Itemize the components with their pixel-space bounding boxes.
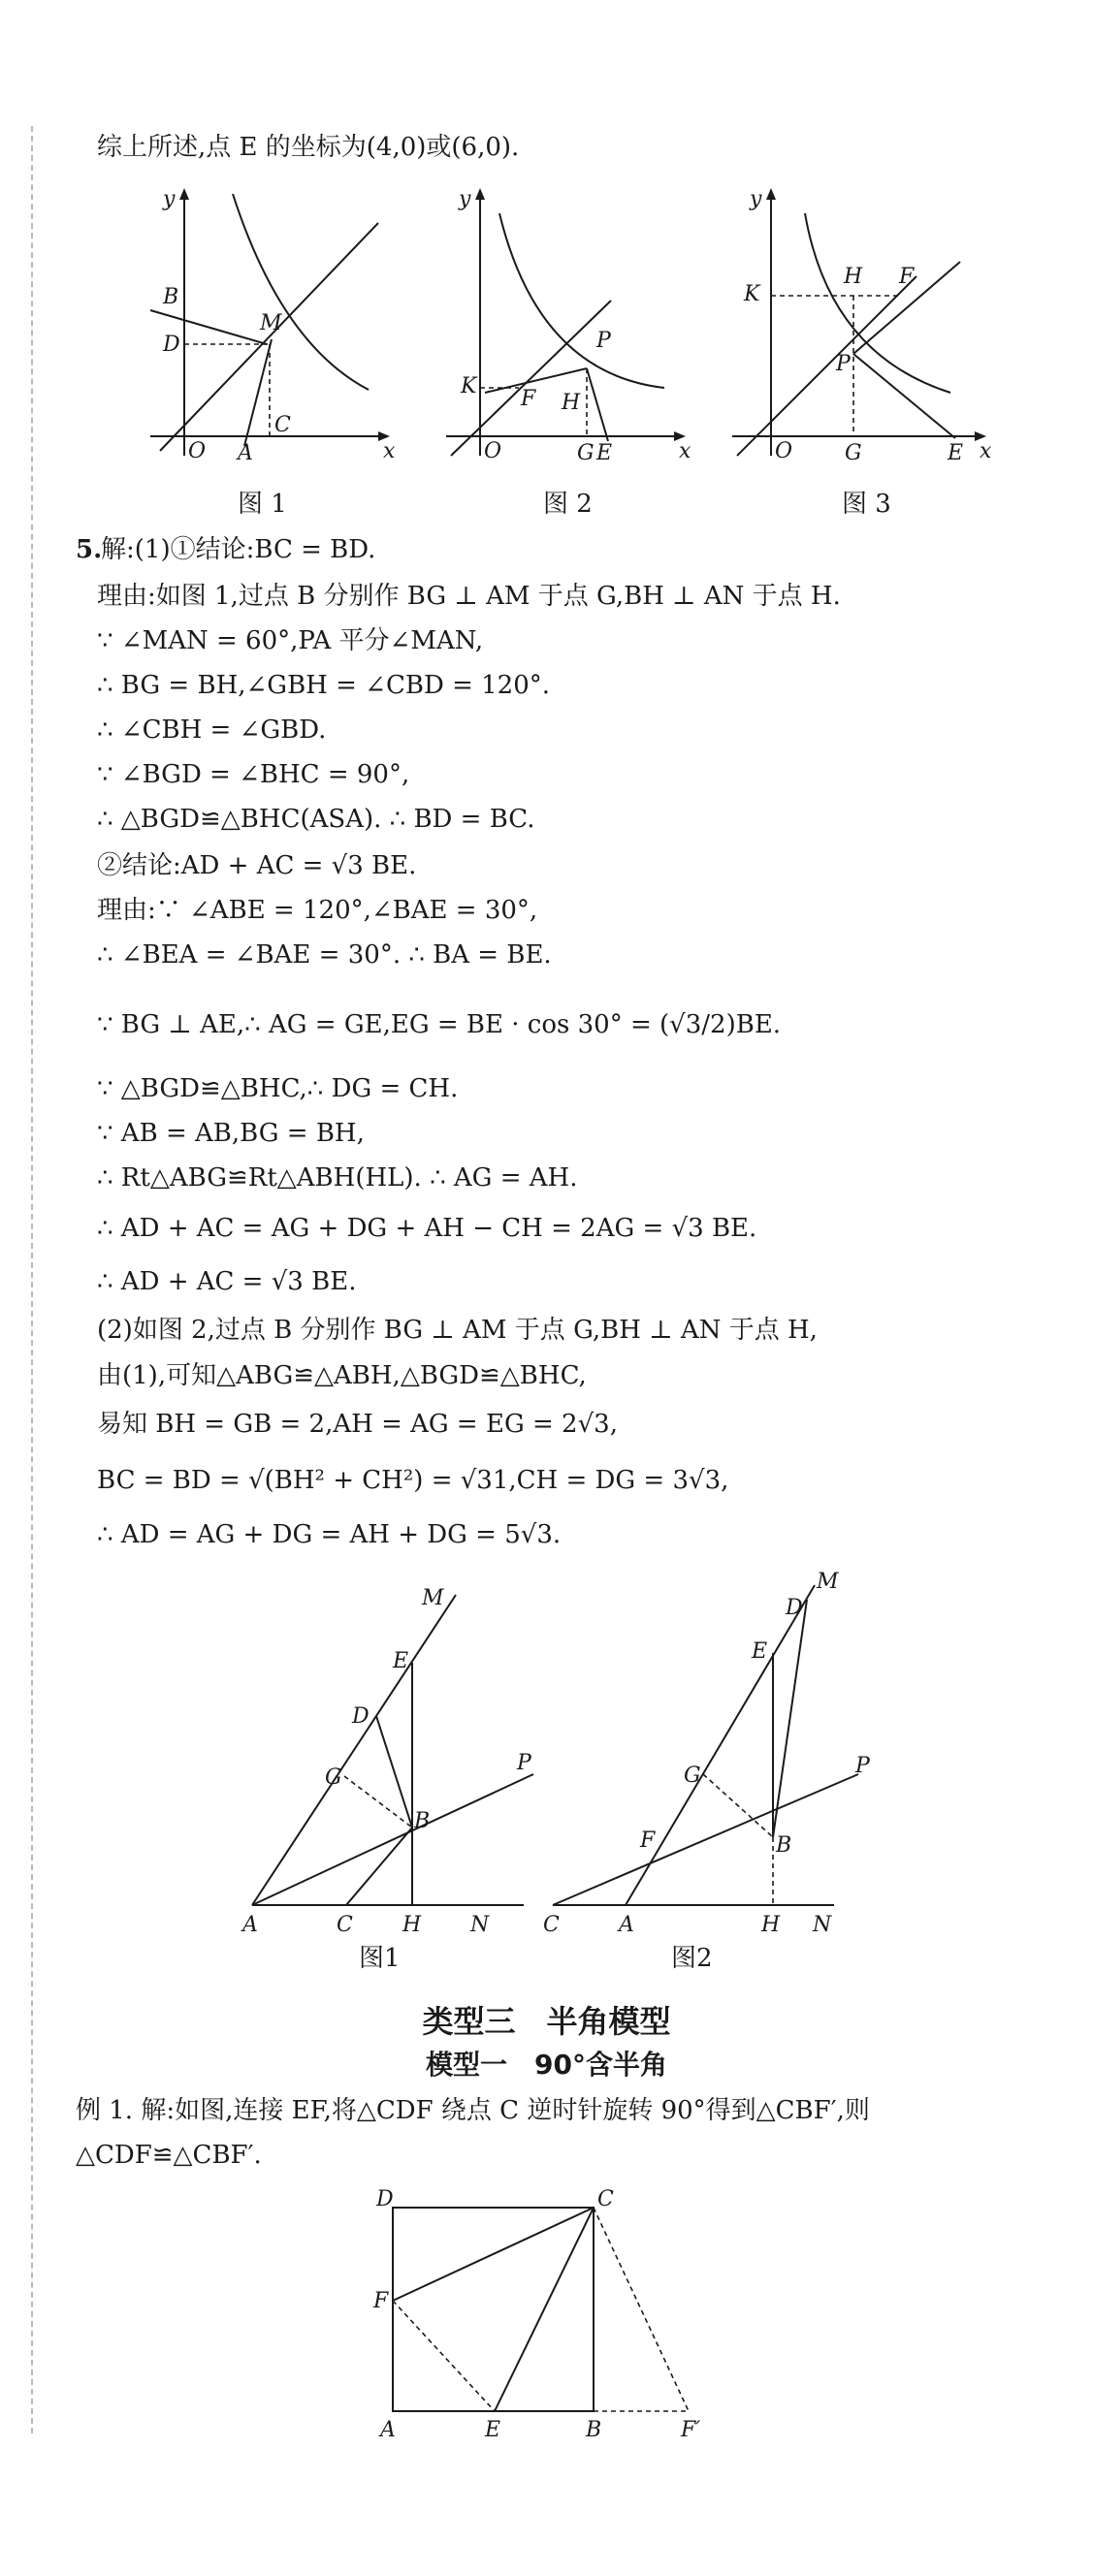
fig2-label-p: P xyxy=(596,329,611,353)
top-caption-1: 图 1 xyxy=(238,490,287,519)
p5-line-7: ②结论:AD + AC = √3 BE. xyxy=(97,851,417,880)
line-kp xyxy=(485,368,587,393)
mfig1-label-n: N xyxy=(470,1913,490,1937)
p5-line-4: ∴ ∠CBH = ∠GBD. xyxy=(97,716,327,745)
p5-line-8: 理由:∵ ∠ABE = 120°,∠BAE = 30°, xyxy=(97,896,538,925)
problem5-head: 解:(1)①结论:BC = BD. xyxy=(101,535,376,564)
p5-line-9: ∴ ∠BEA = ∠BAE = 30°. ∴ BA = BE. xyxy=(97,940,552,970)
dash-cf-prime xyxy=(594,2208,689,2411)
mfig1-label-p: P xyxy=(517,1751,531,1775)
fig3-label-e: E xyxy=(948,441,964,465)
line-db xyxy=(376,1716,412,1828)
fig1-label-y: y xyxy=(163,187,176,211)
p5-line-18: 易知 BH = GB = 2,AH = AG = EG = 2√3, xyxy=(97,1410,618,1439)
ex1-label-f: F xyxy=(373,2289,389,2313)
line-ma xyxy=(244,339,272,446)
fig2-label-y: y xyxy=(459,187,471,211)
line-cp xyxy=(553,1774,858,1905)
mid-caption-1: 图1 xyxy=(359,1944,401,1973)
top-caption-3: 图 3 xyxy=(842,490,891,519)
fig2-label-x: x xyxy=(679,439,691,463)
ex1-label-f-prime: F′ xyxy=(681,2418,701,2442)
top-figure-1 xyxy=(136,184,417,475)
line-pe xyxy=(587,368,608,441)
mfig2-label-d: D xyxy=(786,1596,803,1620)
mid-caption-2: 图2 xyxy=(671,1944,713,1973)
mfig1-label-e: E xyxy=(393,1649,409,1673)
line-pe2 xyxy=(853,354,955,438)
fig2-label-f: F xyxy=(521,387,536,411)
mfig2-label-n: N xyxy=(813,1913,832,1937)
fig1-label-x: x xyxy=(383,439,396,463)
mfig2-label-b: B xyxy=(776,1833,792,1858)
fig3-label-k: K xyxy=(744,282,760,306)
mfig2-label-a: A xyxy=(619,1913,634,1937)
example1-figure xyxy=(369,2186,718,2442)
p5-line-20: ∴ AD = AG + DG = AH + DG = 5√3. xyxy=(97,1520,562,1549)
mid-figure-2 xyxy=(543,1561,892,1937)
dash-fe xyxy=(393,2301,495,2411)
fig3-label-f: F xyxy=(899,265,915,289)
fig1-label-b: B xyxy=(163,285,179,309)
line-db xyxy=(773,1600,807,1837)
mid-figure-1 xyxy=(238,1571,558,1937)
fig3-label-o: O xyxy=(775,439,793,463)
intro-line: 综上所述,点 E 的坐标为(4,0)或(6,0). xyxy=(97,133,520,162)
ex1-label-a: A xyxy=(380,2418,396,2442)
fig2-label-k: K xyxy=(461,374,477,398)
top-figure-2 xyxy=(432,184,713,475)
line-fc xyxy=(393,2208,594,2301)
fig3-label-x: x xyxy=(980,439,992,463)
p5-line-6: ∴ △BGD≌△BHC(ASA). ∴ BD = BC. xyxy=(97,805,535,834)
example1-line-1: 例 1. 解:如图,连接 EF,将△CDF 绕点 C 逆时针旋转 90°得到△CBF′,则 xyxy=(76,2096,870,2125)
dash-gb xyxy=(344,1776,412,1828)
problem5-number: 5. xyxy=(76,535,103,564)
y-arrow xyxy=(475,188,485,200)
mfig1-label-d: D xyxy=(352,1704,370,1729)
fig3-label-g: G xyxy=(845,441,862,465)
mfig1-label-m: M xyxy=(422,1586,444,1610)
mfig1-label-h: H xyxy=(402,1913,422,1937)
p5-line-16: (2)如图 2,过点 B 分别作 BG ⊥ AM 于点 G,BH ⊥ AN 于点 H, xyxy=(97,1316,818,1345)
line-cb xyxy=(346,1828,412,1905)
p5-line-1: 理由:如图 1,过点 B 分别作 BG ⊥ AM 于点 G,BH ⊥ AN 于点 H. xyxy=(97,582,841,611)
fig3-label-p: P xyxy=(836,352,851,376)
fig1-label-m: M xyxy=(260,311,282,335)
mfig1-label-g: G xyxy=(325,1765,342,1790)
p5-line-17: 由(1),可知△ABG≌△ABH,△BGD≌△BHC, xyxy=(97,1361,587,1390)
p5-line-5: ∵ ∠BGD = ∠BHC = 90°, xyxy=(97,760,410,789)
top-caption-2: 图 2 xyxy=(543,490,593,519)
mfig2-label-h: H xyxy=(761,1913,781,1937)
mfig2-label-f: F xyxy=(640,1829,656,1853)
p5-line-14: ∴ AD + AC = AG + DG + AH − CH = 2AG = √3 BE. xyxy=(97,1214,757,1243)
mfig2-label-p: P xyxy=(855,1754,870,1778)
fig2-label-h: H xyxy=(562,391,581,415)
fig2-label-o: O xyxy=(484,439,502,463)
mfig2-label-c: C xyxy=(543,1913,560,1937)
fig3-label-y: y xyxy=(750,187,762,211)
top-figure-3 xyxy=(723,184,1013,475)
ex1-label-b: B xyxy=(586,2418,602,2442)
ex1-label-d: D xyxy=(376,2187,394,2211)
p5-line-12: ∵ AB = AB,BG = BH, xyxy=(97,1119,365,1148)
hyperbola xyxy=(233,194,369,390)
mfig2-label-e: E xyxy=(752,1639,768,1664)
p5-line-3: ∴ BG = BH,∠GBH = ∠CBD = 120°. xyxy=(97,671,551,700)
p5-line-11: ∵ △BGD≌△BHC,∴ DG = CH. xyxy=(97,1074,459,1103)
fig3-label-h: H xyxy=(844,265,863,289)
fig1-label-d: D xyxy=(163,333,180,357)
y-arrow xyxy=(179,188,189,200)
ex1-label-c: C xyxy=(597,2187,614,2211)
p5-line-13: ∴ Rt△ABG≌Rt△ABH(HL). ∴ AG = AH. xyxy=(97,1163,578,1193)
p5-line-10: ∵ BG ⊥ AE,∴ AG = GE,EG = BE · cos 30° = (√3/2)BE. xyxy=(97,1010,782,1039)
section-title: 类型三 半角模型 xyxy=(422,2003,671,2040)
mfig2-label-m: M xyxy=(817,1570,839,1594)
dash-gb xyxy=(703,1774,773,1837)
fig2-label-e: E xyxy=(596,441,613,465)
fig1-label-o: O xyxy=(188,439,207,463)
p5-line-15: ∴ AD + AC = √3 BE. xyxy=(97,1267,357,1296)
mfig2-label-g: G xyxy=(684,1764,701,1788)
square-abcd xyxy=(393,2208,594,2411)
section-subtitle: 模型一 90°含半角 xyxy=(426,2049,667,2081)
line-ce xyxy=(495,2208,594,2411)
p5-line-19: BC = BD = √(BH² + CH²) = √31,CH = DG = 3√3, xyxy=(97,1466,729,1495)
fig1-label-a: A xyxy=(238,441,253,465)
line-of xyxy=(737,276,916,456)
fig1-label-c: C xyxy=(274,413,291,437)
mfig1-label-a: A xyxy=(242,1913,258,1937)
hyperbola xyxy=(499,213,664,388)
mfig1-label-b: B xyxy=(414,1809,431,1833)
ex1-label-e: E xyxy=(485,2418,501,2442)
p5-line-2: ∵ ∠MAN = 60°,PA 平分∠MAN, xyxy=(97,626,484,655)
margin-dashed-line xyxy=(31,126,33,2433)
fig2-label-g: G xyxy=(577,441,595,465)
y-arrow xyxy=(766,188,776,200)
mfig1-label-c: C xyxy=(337,1913,353,1937)
example1-line-2: △CDF≌△CBF′. xyxy=(76,2141,262,2170)
